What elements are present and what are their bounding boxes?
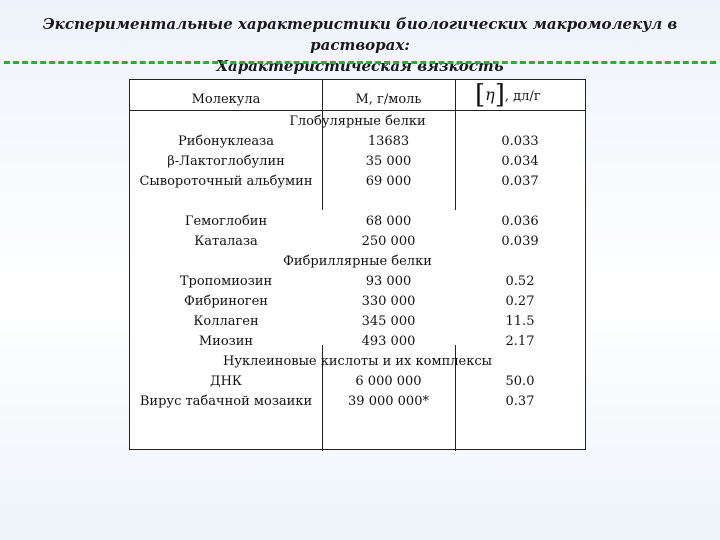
row-eta: 0.52 xyxy=(505,274,535,289)
group-nucleic: Нуклеиновые кислоты и их комплексы xyxy=(223,354,492,369)
header-molecule: Молекула xyxy=(191,92,261,107)
row-mass: 250 000 xyxy=(361,234,416,249)
row-eta: 0.37 xyxy=(505,394,535,409)
row-mass: 345 000 xyxy=(361,314,416,329)
title-line-1: Экспериментальные характеристики биологических макромолекул в растворах: xyxy=(42,15,678,54)
group-fibrillar: Фибриллярные белки xyxy=(283,254,432,269)
row-eta: 0.27 xyxy=(505,294,535,309)
header-divider xyxy=(130,110,585,111)
row-mass: 69 000 xyxy=(365,174,412,189)
row-name: Коллаген xyxy=(193,314,259,329)
row-name: Тропомиозин xyxy=(179,274,273,289)
row-mass: 68 000 xyxy=(365,214,412,229)
bracket-left: [ xyxy=(475,80,486,110)
group-globular: Глобулярные белки xyxy=(289,114,426,129)
row-mass: 330 000 xyxy=(361,294,416,309)
row-eta: 0.034 xyxy=(501,154,539,169)
row-name: ДНК xyxy=(210,374,242,389)
eta-symbol: η xyxy=(485,85,495,104)
row-name: β-Лактоглобулин xyxy=(167,154,285,169)
bracket-right: ] xyxy=(494,80,505,110)
row-name: Фибриноген xyxy=(184,294,268,309)
row-name: Сывороточный альбумин xyxy=(139,174,313,189)
viscosity-table xyxy=(129,79,586,450)
row-name: Миозин xyxy=(198,334,254,349)
row-eta: 0.036 xyxy=(501,214,539,229)
title-line-2: Характеристическая вязкость xyxy=(216,57,504,75)
row-name: Каталаза xyxy=(194,234,258,249)
row-mass: 13683 xyxy=(367,134,410,149)
row-eta: 0.037 xyxy=(501,174,539,189)
row-mass: 93 000 xyxy=(365,274,412,289)
title-divider xyxy=(4,61,716,64)
slide-title xyxy=(0,14,720,77)
row-eta: 11.5 xyxy=(505,314,535,329)
header-mass: М, г/моль xyxy=(355,92,422,107)
row-eta: 0.039 xyxy=(501,234,539,249)
row-name: Гемоглобин xyxy=(184,214,268,229)
viscosity-unit: , дл/г xyxy=(504,89,541,104)
row-mass: 6 000 000 xyxy=(355,374,422,389)
row-eta: 2.17 xyxy=(505,334,535,349)
row-mass: 493 000 xyxy=(361,334,416,349)
row-eta: 0.033 xyxy=(501,134,539,149)
row-name: Рибонуклеаза xyxy=(177,134,275,149)
row-eta: 50.0 xyxy=(505,374,535,389)
row-mass: 39 000 000* xyxy=(348,394,429,409)
row-name: Вирус табачной мозаики xyxy=(139,394,313,409)
header-viscosity xyxy=(475,82,541,110)
row-mass: 35 000 xyxy=(365,154,412,169)
